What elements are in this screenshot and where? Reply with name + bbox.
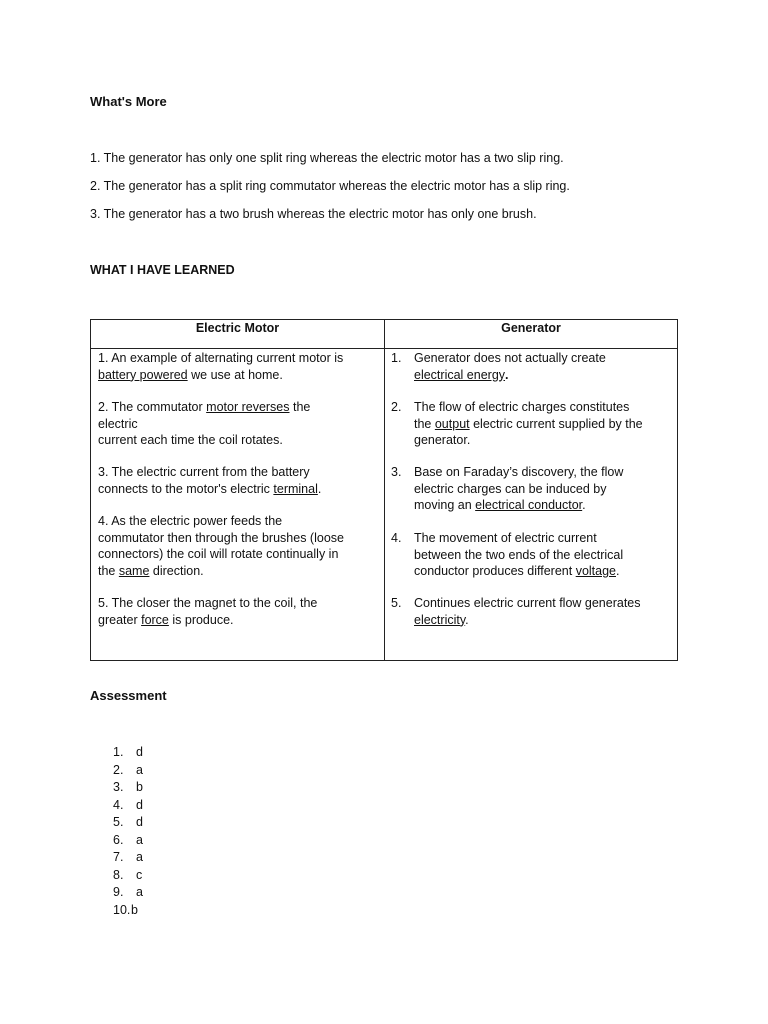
generator-item-1-text [414,350,674,383]
motor-item-4-tail: direction. [149,563,204,578]
header-electric-motor: Electric Motor [195,321,280,335]
list-item [113,779,173,797]
generator-item-3-line-1: Base on Faraday’s discovery, the flow [414,465,624,479]
header-generator: Generator [501,321,561,335]
motor-item-1 [98,350,343,383]
motor-item-3-line-1: 3. The electric current from the battery [98,465,310,479]
motor-item-2-line-3: current each time the coil rotates. [98,433,283,447]
generator-item-5-number: 5. [391,596,402,610]
answer-number: 6. [113,832,124,847]
generator-item-2-line-3: generator. [414,433,471,447]
motor-item-5 [98,595,317,628]
generator-item-1-tail: . [505,367,509,382]
answer-value: c [136,867,143,882]
generator-item-2-line-2 [414,416,674,433]
motor-item-2-line-2: electric [98,416,138,431]
generator-item-2-head: the [414,416,435,431]
underline-same: same [118,563,150,578]
generator-item-1-line-2 [414,367,674,384]
answer-number: 7. [113,850,124,864]
answer-value: a [136,850,143,864]
motor-item-5-tail: is produce. [168,612,234,627]
answer-number: 9. [113,885,124,899]
generator-item-4-line-3 [414,563,674,580]
motor-item-3 [98,464,321,497]
motor-item-5-head: greater [98,612,142,627]
generator-item-3-number: 3. [391,465,402,479]
list-item [113,797,173,815]
assessment-heading: Assessment [90,688,167,703]
generator-item-4-number: 4. [391,531,402,545]
table-column-divider [384,320,385,660]
list-item [113,744,173,762]
list-item [113,849,173,867]
answer-number: 8. [113,867,124,882]
answer-value: b [131,902,138,917]
motor-item-4 [98,513,344,579]
answer-number: 4. [113,797,124,812]
list-item [113,867,173,885]
underline-voltage: voltage [575,564,616,578]
whats-more-item-3: 3. The generator has a two brush whereas the electric motor has only one brush. [90,207,537,221]
underline-electricity: electricity [414,612,466,627]
motor-item-1-line-2 [98,367,343,384]
underline-motor-reverses: motor reverses [206,400,290,414]
whats-more-item-1: 1. The generator has only one split ring whereas the electric motor has a two slip ring. [90,151,564,165]
generator-item-1-number: 1. [391,351,402,365]
motor-item-3-head: connects to the motor's electric [98,481,274,496]
list-item [113,762,173,780]
list-item [113,884,173,902]
generator-item-1-line-1: Generator does not actually create [414,351,606,365]
underline-output: output [434,416,470,431]
generator-item-4-text [414,530,674,580]
motor-item-2-line-1 [98,399,310,416]
motor-item-5-line-2 [98,612,317,629]
motor-item-2-tail: the [289,400,311,414]
learned-table [90,319,678,661]
motor-item-4-line-1: 4. As the electric power feeds the [98,514,283,528]
list-item [113,814,173,832]
underline-electrical-conductor: electrical conductor [475,498,583,512]
motor-item-2-head: 2. The commutator [98,400,207,414]
motor-item-3-tail: . [317,481,322,496]
underline-force: force [141,612,169,627]
motor-item-1-tail: we use at home. [187,367,283,382]
answer-value: a [136,762,143,777]
table-header-divider [91,348,677,349]
motor-item-4-head: the [98,563,119,578]
generator-item-5-line-1: Continues electric current flow generates [414,596,641,610]
motor-item-1-line-1: 1. An example of alternating current motor is [98,351,344,365]
answer-value: a [136,832,143,847]
list-item [113,832,173,850]
generator-item-4-line-1: The movement of electric current [414,531,597,545]
motor-item-3-line-2 [98,481,321,498]
generator-item-2-text [414,399,674,449]
motor-item-2 [98,399,310,449]
generator-item-5-line-2 [414,612,674,629]
answer-value: b [136,780,143,794]
answer-number: 5. [113,815,124,829]
underline-battery-powered: battery powered [98,367,188,382]
answer-number: 1. [113,745,124,759]
generator-item-3-text [414,464,674,514]
generator-item-5-tail: . [465,612,469,627]
answer-number: 10. [113,902,131,917]
motor-item-4-line-4 [98,563,344,580]
answer-value: a [136,885,143,899]
answer-value: d [136,797,143,812]
generator-item-3-tail: . [582,498,586,512]
generator-item-3-line-2: electric charges can be induced by [414,481,607,496]
answer-value: d [136,745,143,759]
answer-number: 2. [113,762,124,777]
motor-item-4-line-2: commutator then through the brushes (loose [98,530,344,545]
generator-item-4-line-2: between the two ends of the electrical [414,547,624,562]
generator-item-2-tail: electric current supplied by the [469,416,643,431]
generator-item-4-tail: . [616,564,620,578]
generator-item-3-line-3 [414,497,674,514]
underline-electrical-energy: electrical energy [414,367,506,382]
generator-item-2-number: 2. [391,400,402,414]
generator-item-2-line-1: The flow of electric charges constitutes [414,400,630,414]
underline-terminal: terminal [273,481,318,496]
list-item [113,902,173,920]
learned-heading: WHAT I HAVE LEARNED [90,263,235,277]
whats-more-heading: What's More [90,94,167,109]
generator-item-5-text [414,595,674,628]
motor-item-4-line-3: connectors) the coil will rotate continually in [98,547,339,561]
answer-number: 3. [113,780,124,794]
generator-item-4-head: conductor produces different [414,564,576,578]
generator-item-3-head: moving an [414,498,476,512]
motor-item-5-line-1: 5. The closer the magnet to the coil, the [98,596,318,610]
whats-more-item-2: 2. The generator has a split ring commutator whereas the electric motor has a slip ring. [90,179,570,193]
answer-value: d [136,815,143,829]
